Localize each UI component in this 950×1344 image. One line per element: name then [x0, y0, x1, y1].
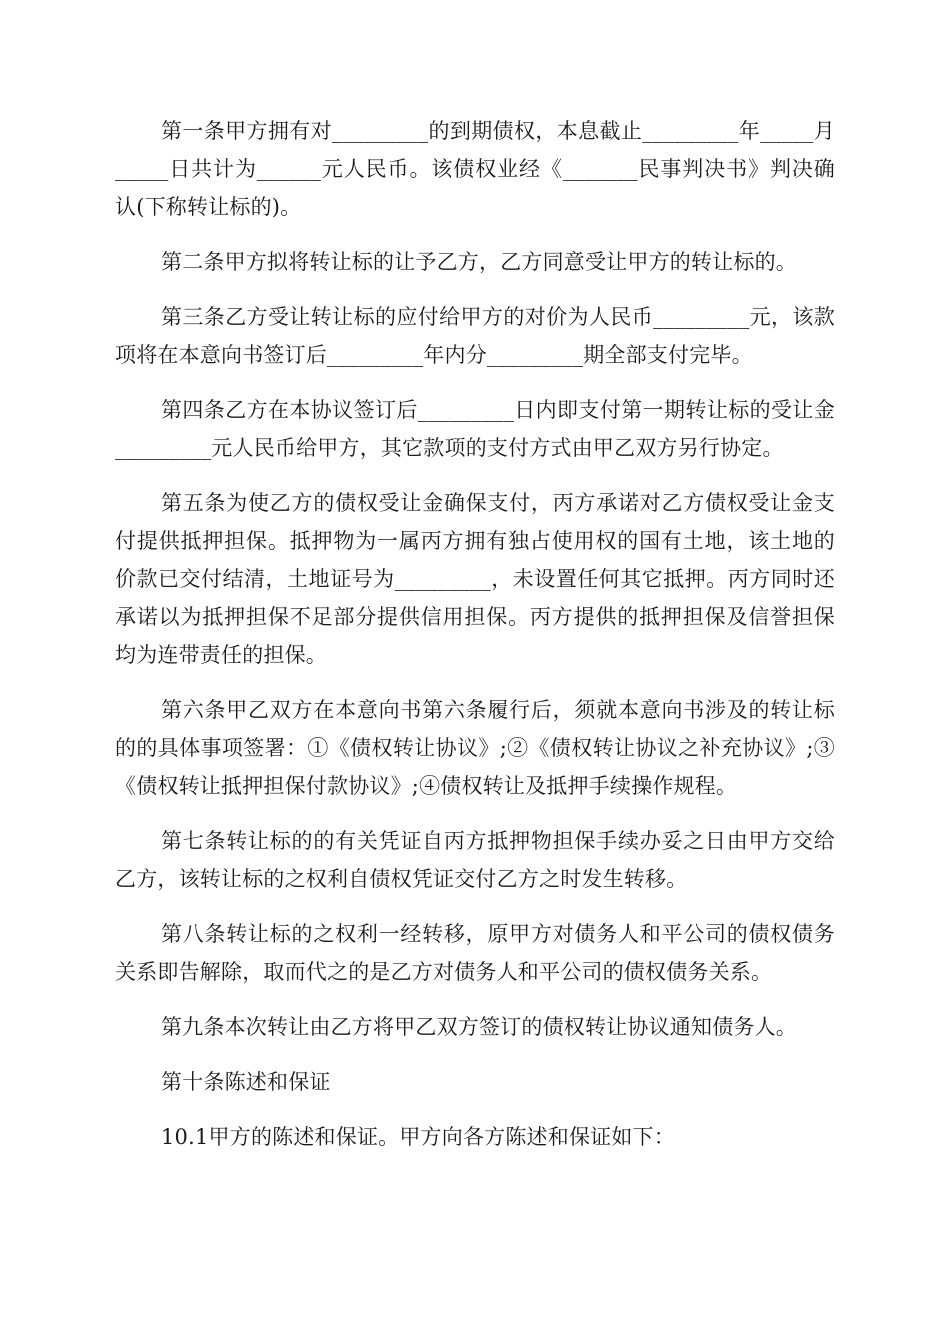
paragraph-article-2: 第二条甲方拟将转让标的让予乙方，乙方同意受让甲方的转让标的。 [161, 250, 797, 274]
paragraph-article-7: 第七条转让标的的有关凭证自丙方抵押物担保手续办妥之日由甲方交给乙方，该转让标的之权利自债权凭证交付乙方之时发生转移。 [115, 829, 835, 891]
paragraph-article-10-1: 10.1甲方的陈述和保证。甲方向各方陈述和保证如下： [161, 1125, 675, 1149]
paragraph-article-9: 第九条本次转让由乙方将甲乙双方签订的债权转让协议通知债务人。 [161, 1015, 797, 1039]
paragraph-article-5: 第五条为使乙方的债权受让金确保支付，丙方承诺对乙方债权受让金支付提供抵押担保。抵押物为一属丙方拥有独占使用权的国有土地，该土地的价款已交付结清，土地证号为_________，未设置任何其它抵押。丙方同时还承诺以为抵押担保不足部分提供信用担保。丙方提供的抵押担保及信誉担保均为连带责任的担保。 [115, 491, 835, 667]
paragraph-article-1: 第一条甲方拥有对_________的到期债权，本息截止_________年_____月_____日共计为______元人民币。该债权业经《_______民事判决书》判决确认(下称转让标的)。 [115, 119, 835, 219]
paragraph-article-10: 第十条陈述和保证 [161, 1070, 331, 1094]
paragraph-article-4: 第四条乙方在本协议签订后_________日内即支付第一期转让标的受让金_________元人民币给甲方，其它款项的支付方式由甲乙双方另行协定。 [115, 398, 835, 460]
paragraph-article-3: 第三条乙方受让转让标的应付给甲方的对价为人民币_________元，该款项将在本意向书签订后_________年内分_________期全部支付完毕。 [115, 305, 835, 367]
paragraph-article-6: 第六条甲乙双方在本意向书第六条履行后，须就本意向书涉及的转让标的的具体事项签署：①《债权转让协议》;②《债权转让协议之补充协议》;③《债权转让抵押担保付款协议》;④债权转让及抵押手续操作规程。 [115, 698, 835, 798]
paragraph-article-8: 第八条转让标的之权利一经转移，原甲方对债务人和平公司的债权债务关系即告解除，取而代之的是乙方对债务人和平公司的债权债务关系。 [115, 922, 835, 984]
document-body [115, 112, 835, 1173]
